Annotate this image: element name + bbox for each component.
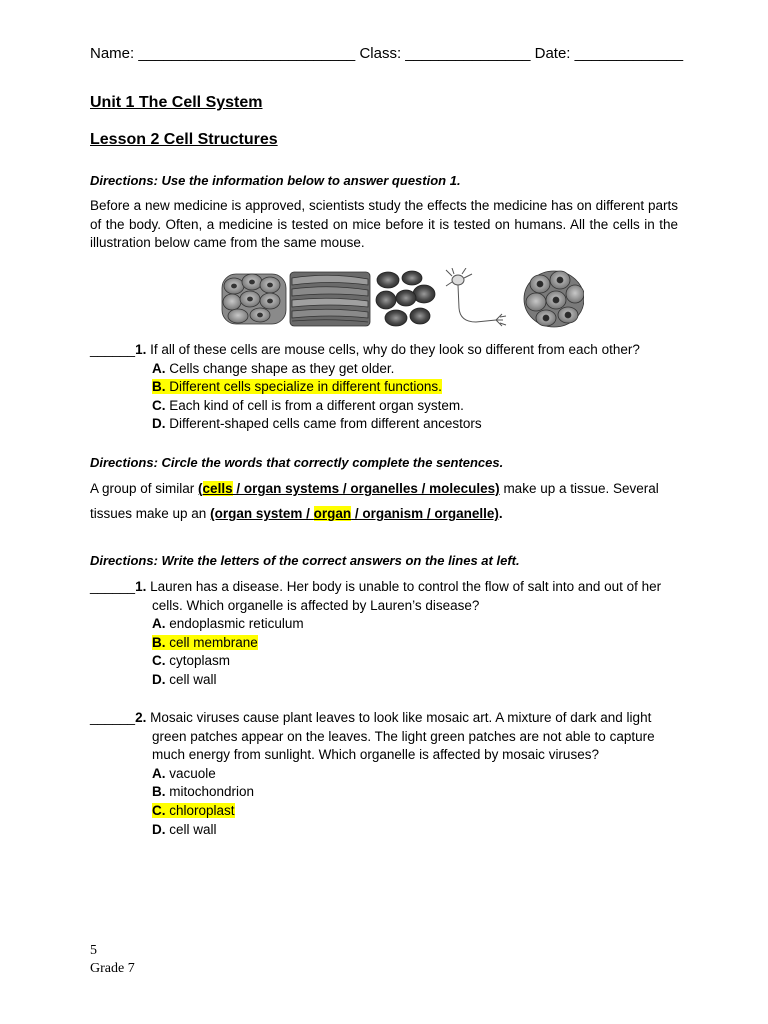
round-cells-icon — [524, 271, 584, 327]
answer-blank[interactable]: ______ — [90, 342, 136, 357]
option-c: C. cytoplasm — [152, 653, 231, 669]
option-b — [90, 378, 690, 397]
muscle-cells-icon — [290, 272, 370, 326]
epithelial-cells-icon — [222, 274, 286, 324]
option-d: D. Different-shaped cells came from different ancestors — [152, 416, 482, 432]
highlighted-answer: C. chloroplast — [152, 802, 235, 818]
question-s3-2: ______2. Mosaic viruses cause plant leaves to look like mosaic art. A mixture of dark and light green patches appear on the leaves. The light green patches are not able to capture much energy from sunlight. Which organelle is affected by mosaic viruses? A. vacuole B. mitochondrion C. chloroplast D. cell wall — [90, 709, 690, 839]
directions-1: Directions: Use the information below to answer question 1. — [90, 173, 461, 188]
date-blank[interactable]: _____________ — [574, 45, 684, 62]
circled-choice-cells[interactable]: cells — [202, 481, 233, 496]
highlighted-answer: B. cell membrane — [152, 634, 258, 650]
date-label: Date: — [534, 45, 571, 62]
directions-3: Directions: Write the letters of the correct answers on the lines at left. — [90, 553, 520, 568]
name-blank[interactable]: __________________________ — [138, 45, 356, 62]
grade-label: Grade 7 — [90, 961, 135, 976]
name-label: Name: — [90, 45, 135, 62]
option-c — [90, 802, 690, 821]
nerve-cell-icon — [446, 268, 506, 326]
option-b: B. mitochondrion — [152, 784, 255, 800]
option-d: D. cell wall — [152, 671, 217, 687]
header-fields — [90, 45, 683, 62]
question-number: 1. — [135, 579, 147, 594]
option-a: A. Cells change shape as they get older. — [152, 360, 395, 376]
class-label: Class: — [359, 45, 402, 62]
option-d: D. cell wall — [152, 821, 217, 837]
blood-cells-icon — [376, 271, 435, 326]
page-number: 5 — [90, 943, 97, 958]
option-a: A. endoplasmic reticulum — [152, 616, 304, 632]
mouse-cells-illustration — [220, 268, 584, 330]
directions-2: Directions: Circle the words that correctly complete the sentences. — [90, 455, 504, 470]
question-text: If all of these cells are mouse cells, why do they look so different from each other? — [150, 342, 640, 357]
answer-blank[interactable]: ______ — [90, 579, 136, 594]
question-number: 2. — [135, 710, 147, 725]
class-blank[interactable]: _______________ — [405, 45, 531, 62]
option-c: C. Each kind of cell is from a different organ system. — [152, 397, 464, 413]
intro-paragraph: Before a new medicine is approved, scientists study the effects the medicine has on different parts of the body. Often, a medicine is tested on mice before it is tested on humans. All the cells in the illustration below came from the same mouse. — [90, 198, 678, 250]
option-a: A. vacuole — [152, 765, 216, 781]
unit-title: Unit 1 The Cell System — [90, 94, 263, 111]
question-s1-1 — [90, 341, 690, 434]
answer-blank[interactable]: ______ — [90, 710, 136, 725]
question-number: 1. — [135, 342, 147, 357]
circled-choice-organ[interactable]: organ — [313, 506, 352, 521]
highlighted-answer: B. Different cells specialize in different functions. — [152, 379, 442, 395]
option-b — [90, 634, 690, 653]
question-s3-1: ______1. Lauren has a disease. Her body is unable to control the flow of salt into and out of her cells. Which organelle is affected by Lauren’s disease? A. endoplasmic reticulum B. cell membrane C. cytoplasm D. cell wall — [90, 578, 690, 690]
circle-sentences: A group of similar (cells / organ systems / organelles / molecules) make up a tissue. Several tissues make up an (organ system / organ / organism / organelle). — [90, 481, 659, 521]
lesson-title: Lesson 2 Cell Structures — [90, 131, 278, 148]
